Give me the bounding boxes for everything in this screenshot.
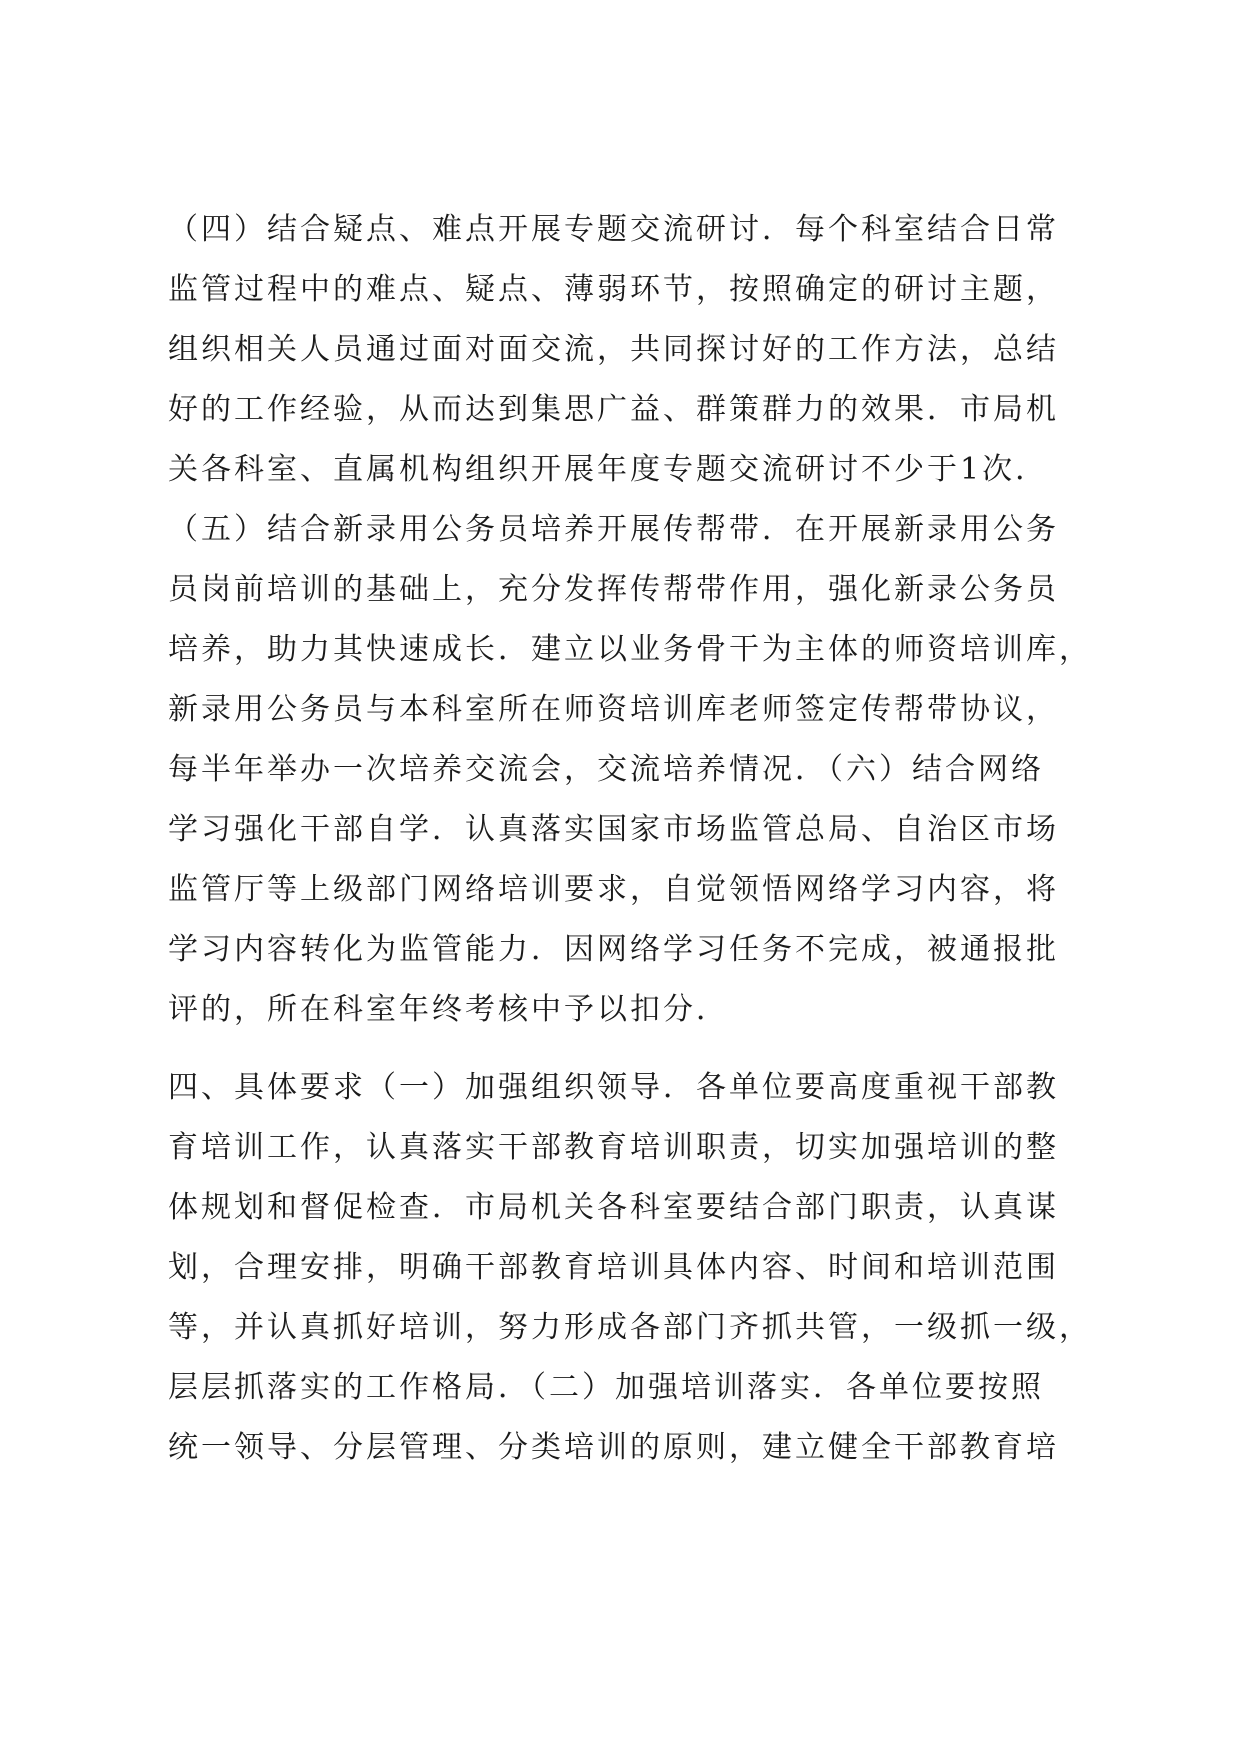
text-line: 监管过程中的难点、疑点、薄弱环节，按照确定的研讨主题， — [168, 272, 1059, 307]
text-line: 学习强化干部自学．认真落实国家市场监管总局、自治区市场 — [168, 812, 1059, 847]
text-line: 好的工作经验，从而达到集思广益、群策群力的效果．市局机 — [168, 392, 1059, 427]
text-line: 体规划和督促检查．市局机关各科室要结合部门职责，认真谋 — [168, 1190, 1059, 1225]
text-line: 培养，助力其快速成长．建立以业务骨干为主体的师资培训库， — [168, 632, 1092, 667]
text-line: 新录用公务员与本科室所在师资培训库老师签定传帮带协议， — [168, 692, 1059, 727]
text-line: （五）结合新录用公务员培养开展传帮带．在开展新录用公务 — [168, 512, 1059, 547]
paragraph-specific-requirements — [168, 1058, 1092, 1478]
text-line: 学习内容转化为监管能力．因网络学习任务不完成，被通报批 — [168, 932, 1059, 967]
text-line: 评的，所在科室年终考核中予以扣分． — [168, 992, 729, 1027]
text-line: 育培训工作，认真落实干部教育培训职责，切实加强培训的整 — [168, 1130, 1059, 1165]
paragraph-study-methods — [168, 200, 1092, 1040]
text-line: 层层抓落实的工作格局．（二）加强培训落实．各单位要按照 — [168, 1370, 1044, 1405]
text-line: 统一领导、分层管理、分类培训的原则，建立健全干部教育培 — [168, 1430, 1059, 1465]
text-line: 划，合理安排，明确干部教育培训具体内容、时间和培训范围 — [168, 1250, 1059, 1285]
text-line: 四、具体要求（一）加强组织领导．各单位要高度重视干部教 — [168, 1070, 1059, 1105]
text-line: 每半年举办一次培养交流会，交流培养情况．（六）结合网络 — [168, 752, 1044, 787]
text-line: （四）结合疑点、难点开展专题交流研讨．每个科室结合日常 — [168, 212, 1059, 247]
text-line: 等，并认真抓好培训，努力形成各部门齐抓共管，一级抓一级， — [168, 1310, 1092, 1345]
text-line: 组织相关人员通过面对面交流，共同探讨好的工作方法，总结 — [168, 332, 1059, 367]
text-line: 员岗前培训的基础上，充分发挥传帮带作用，强化新录公务员 — [168, 572, 1059, 607]
text-line: 监管厅等上级部门网络培训要求，自觉领悟网络学习内容，将 — [168, 872, 1059, 907]
text-line: 关各科室、直属机构组织开展年度专题交流研讨不少于1次． — [168, 452, 1049, 487]
